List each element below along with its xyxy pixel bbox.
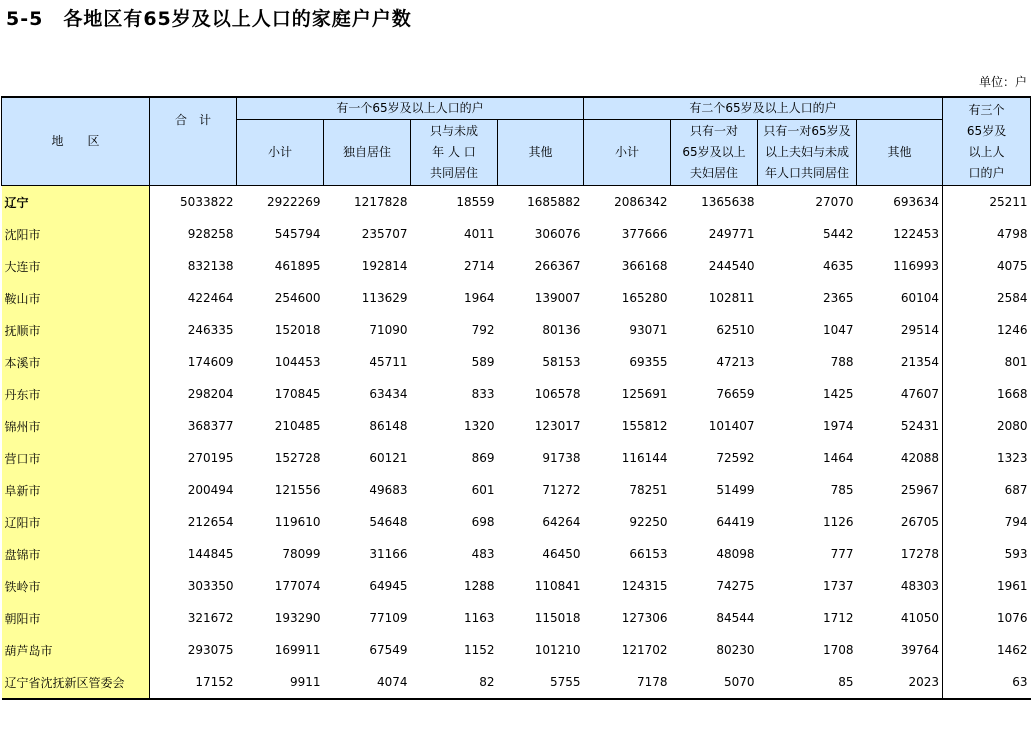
value-cell: 29514: [900, 323, 940, 337]
value-cell: 45711: [369, 355, 408, 369]
region-cell: 葫芦岛市: [2, 634, 150, 666]
value-cell: 1126: [822, 515, 854, 529]
header-g1-alone: 独自居住: [324, 120, 411, 186]
value-cell: 4635: [822, 259, 854, 273]
table-row: [2, 186, 1031, 219]
value-cell: 122453: [893, 227, 940, 241]
value-cell: 785: [830, 483, 854, 497]
table-row: [2, 282, 1031, 314]
value-cell: 93071: [629, 323, 668, 337]
region-cell: 沈阳市: [2, 218, 150, 250]
region-cell: 辽宁: [2, 186, 150, 219]
value-cell: 62510: [716, 323, 755, 337]
value-cell: 91738: [542, 451, 581, 465]
value-cell: 4011: [463, 227, 495, 241]
value-cell: 1685882: [527, 195, 581, 209]
value-cell: 25967: [900, 483, 940, 497]
region-cell: 锦州市: [2, 410, 150, 442]
value-cell: 461895: [274, 259, 321, 273]
value-cell: 121702: [621, 643, 668, 657]
value-cell: 104453: [274, 355, 321, 369]
value-cell: 1708: [822, 643, 854, 657]
value-cell: 1152: [463, 643, 495, 657]
value-cell: 4075: [943, 250, 1031, 282]
region-cell: 本溪市: [2, 346, 150, 378]
table-row: [2, 506, 1031, 538]
value-cell: 589: [471, 355, 495, 369]
header-g2-couple: 只有一对 65岁及以上 夫妇居住: [671, 120, 758, 186]
value-cell: 306076: [534, 227, 581, 241]
value-cell: 244540: [708, 259, 755, 273]
header-region: 地 区: [2, 97, 150, 186]
value-cell: 2365: [822, 291, 854, 305]
unit-label: 单位：户: [978, 75, 1027, 89]
value-cell: 869: [471, 451, 495, 465]
value-cell: 174609: [187, 355, 234, 369]
value-cell: 1425: [822, 387, 854, 401]
region-cell: 大连市: [2, 250, 150, 282]
value-cell: 235707: [361, 227, 408, 241]
header-total: 合 计: [150, 97, 237, 186]
value-cell: 2922269: [267, 195, 321, 209]
value-cell: 321672: [187, 611, 234, 625]
value-cell: 39764: [900, 643, 940, 657]
value-cell: 78251: [629, 483, 668, 497]
value-cell: 41050: [900, 611, 940, 625]
value-cell: 27070: [815, 195, 854, 209]
table-row: [2, 666, 1031, 699]
value-cell: 155812: [621, 419, 668, 433]
value-cell: 42088: [900, 451, 940, 465]
table-row: [2, 346, 1031, 378]
value-cell: 246335: [187, 323, 234, 337]
region-cell: 铁岭市: [2, 570, 150, 602]
value-cell: 788: [830, 355, 854, 369]
value-cell: 832138: [187, 259, 234, 273]
value-cell: 72592: [716, 451, 755, 465]
value-cell: 54648: [369, 515, 408, 529]
value-cell: 71272: [542, 483, 581, 497]
value-cell: 58153: [542, 355, 581, 369]
table-row: [2, 602, 1031, 634]
value-cell: 64264: [542, 515, 581, 529]
value-cell: 1076: [943, 602, 1031, 634]
value-cell: 177074: [274, 579, 321, 593]
table-row: [2, 570, 1031, 602]
value-cell: 101407: [708, 419, 755, 433]
value-cell: 125691: [621, 387, 668, 401]
header-group3: 有三个 65岁及 以上人 口的户: [943, 97, 1031, 186]
value-cell: 18559: [456, 195, 495, 209]
value-cell: 26705: [900, 515, 940, 529]
value-cell: 51499: [716, 483, 755, 497]
value-cell: 2086342: [614, 195, 668, 209]
value-cell: 116144: [621, 451, 668, 465]
value-cell: 2080: [943, 410, 1031, 442]
value-cell: 1288: [463, 579, 495, 593]
value-cell: 693634: [893, 195, 940, 209]
table-row: [2, 314, 1031, 346]
table-row: [2, 474, 1031, 506]
value-cell: 86148: [369, 419, 408, 433]
value-cell: 74275: [716, 579, 755, 593]
value-cell: 169911: [274, 643, 321, 657]
value-cell: 60104: [900, 291, 940, 305]
value-cell: 106578: [534, 387, 581, 401]
value-cell: 64945: [369, 579, 408, 593]
value-cell: 366168: [621, 259, 668, 273]
region-cell: 阜新市: [2, 474, 150, 506]
data-table: [1, 96, 1031, 700]
value-cell: 152728: [274, 451, 321, 465]
value-cell: 483: [471, 547, 495, 561]
value-cell: 21354: [900, 355, 940, 369]
value-cell: 116993: [893, 259, 940, 273]
table-row: [2, 634, 1031, 666]
header-g2-couple-minor: 只有一对65岁及 以上夫妇与未成 年人口共同居住: [758, 120, 857, 186]
value-cell: 249771: [708, 227, 755, 241]
value-cell: 801: [943, 346, 1031, 378]
value-cell: 303350: [187, 579, 234, 593]
value-cell: 48303: [900, 579, 940, 593]
value-cell: 293075: [187, 643, 234, 657]
header-g1-with-minor: 只与未成 年 人 口 共同居住: [411, 120, 498, 186]
value-cell: 1365638: [701, 195, 755, 209]
value-cell: 833: [471, 387, 495, 401]
value-cell: 60121: [369, 451, 408, 465]
value-cell: 1737: [822, 579, 854, 593]
value-cell: 119610: [274, 515, 321, 529]
value-cell: 698: [471, 515, 495, 529]
value-cell: 9911: [237, 666, 324, 699]
value-cell: 115018: [534, 611, 581, 625]
value-cell: 4074: [324, 666, 411, 699]
value-cell: 77109: [369, 611, 408, 625]
value-cell: 66153: [629, 547, 668, 561]
value-cell: 2023: [857, 666, 943, 699]
value-cell: 67549: [369, 643, 408, 657]
value-cell: 85: [758, 666, 857, 699]
value-cell: 25211: [943, 186, 1031, 219]
value-cell: 113629: [361, 291, 408, 305]
value-cell: 17278: [900, 547, 940, 561]
value-cell: 80136: [542, 323, 581, 337]
value-cell: 1246: [943, 314, 1031, 346]
value-cell: 63: [943, 666, 1031, 699]
value-cell: 52431: [900, 419, 940, 433]
value-cell: 152018: [274, 323, 321, 337]
value-cell: 63434: [369, 387, 408, 401]
table-row: [2, 218, 1031, 250]
value-cell: 49683: [369, 483, 408, 497]
value-cell: 127306: [621, 611, 668, 625]
value-cell: 1323: [943, 442, 1031, 474]
region-cell: 辽宁省沈抚新区管委会: [2, 666, 150, 699]
header-group1: 有一个65岁及以上人口的户: [237, 97, 584, 120]
value-cell: 368377: [187, 419, 234, 433]
table-row: [2, 442, 1031, 474]
value-cell: 200494: [187, 483, 234, 497]
value-cell: 139007: [534, 291, 581, 305]
region-cell: 盘锦市: [2, 538, 150, 570]
value-cell: 192814: [361, 259, 408, 273]
value-cell: 601: [471, 483, 495, 497]
value-cell: 101210: [534, 643, 581, 657]
value-cell: 5755: [498, 666, 584, 699]
value-cell: 80230: [716, 643, 755, 657]
value-cell: 47607: [900, 387, 940, 401]
value-cell: 78099: [282, 547, 321, 561]
value-cell: 1974: [822, 419, 854, 433]
value-cell: 47213: [716, 355, 755, 369]
value-cell: 687: [943, 474, 1031, 506]
value-cell: 165280: [621, 291, 668, 305]
value-cell: 1464: [822, 451, 854, 465]
header-g1-subtotal: 小计: [237, 120, 324, 186]
value-cell: 1320: [463, 419, 495, 433]
region-cell: 丹东市: [2, 378, 150, 410]
value-cell: 1047: [822, 323, 854, 337]
value-cell: 7178: [584, 666, 671, 699]
value-cell: 144845: [187, 547, 234, 561]
value-cell: 193290: [274, 611, 321, 625]
value-cell: 298204: [187, 387, 234, 401]
header-group2: 有二个65岁及以上人口的户: [584, 97, 943, 120]
value-cell: 777: [830, 547, 854, 561]
table-row: [2, 410, 1031, 442]
region-cell: 辽阳市: [2, 506, 150, 538]
value-cell: 1462: [943, 634, 1031, 666]
value-cell: 123017: [534, 419, 581, 433]
value-cell: 1668: [943, 378, 1031, 410]
value-cell: 71090: [369, 323, 408, 337]
value-cell: 69355: [629, 355, 668, 369]
value-cell: 46450: [542, 547, 581, 561]
page-title: 5-5 各地区有65岁及以上人口的家庭户户数: [6, 8, 412, 30]
region-cell: 营口市: [2, 442, 150, 474]
value-cell: 1961: [943, 570, 1031, 602]
value-cell: 110841: [534, 579, 581, 593]
value-cell: 1217828: [354, 195, 408, 209]
value-cell: 593: [943, 538, 1031, 570]
value-cell: 31166: [369, 547, 408, 561]
value-cell: 1964: [463, 291, 495, 305]
value-cell: 1163: [463, 611, 495, 625]
value-cell: 270195: [187, 451, 234, 465]
header-g2-subtotal: 小计: [584, 120, 671, 186]
value-cell: 82: [411, 666, 498, 699]
value-cell: 210485: [274, 419, 321, 433]
value-cell: 4798: [943, 218, 1031, 250]
value-cell: 48098: [716, 547, 755, 561]
value-cell: 212654: [187, 515, 234, 529]
value-cell: 170845: [274, 387, 321, 401]
value-cell: 928258: [187, 227, 234, 241]
header-g2-other: 其他: [857, 120, 943, 186]
table-row: [2, 378, 1031, 410]
value-cell: 17152: [150, 666, 237, 699]
region-cell: 抚顺市: [2, 314, 150, 346]
value-cell: 1712: [822, 611, 854, 625]
value-cell: 121556: [274, 483, 321, 497]
value-cell: 5070: [671, 666, 758, 699]
value-cell: 2714: [463, 259, 495, 273]
value-cell: 545794: [274, 227, 321, 241]
value-cell: 84544: [716, 611, 755, 625]
value-cell: 5442: [822, 227, 854, 241]
region-cell: 朝阳市: [2, 602, 150, 634]
value-cell: 254600: [274, 291, 321, 305]
value-cell: 64419: [716, 515, 755, 529]
value-cell: 377666: [621, 227, 668, 241]
value-cell: 76659: [716, 387, 755, 401]
value-cell: 422464: [187, 291, 234, 305]
value-cell: 5033822: [180, 195, 234, 209]
value-cell: 792: [471, 323, 495, 337]
header-g1-other: 其他: [498, 120, 584, 186]
table-row: [2, 250, 1031, 282]
region-cell: 鞍山市: [2, 282, 150, 314]
value-cell: 102811: [708, 291, 755, 305]
value-cell: 92250: [629, 515, 668, 529]
table-row: [2, 538, 1031, 570]
value-cell: 266367: [534, 259, 581, 273]
value-cell: 2584: [943, 282, 1031, 314]
value-cell: 794: [943, 506, 1031, 538]
value-cell: 124315: [621, 579, 668, 593]
